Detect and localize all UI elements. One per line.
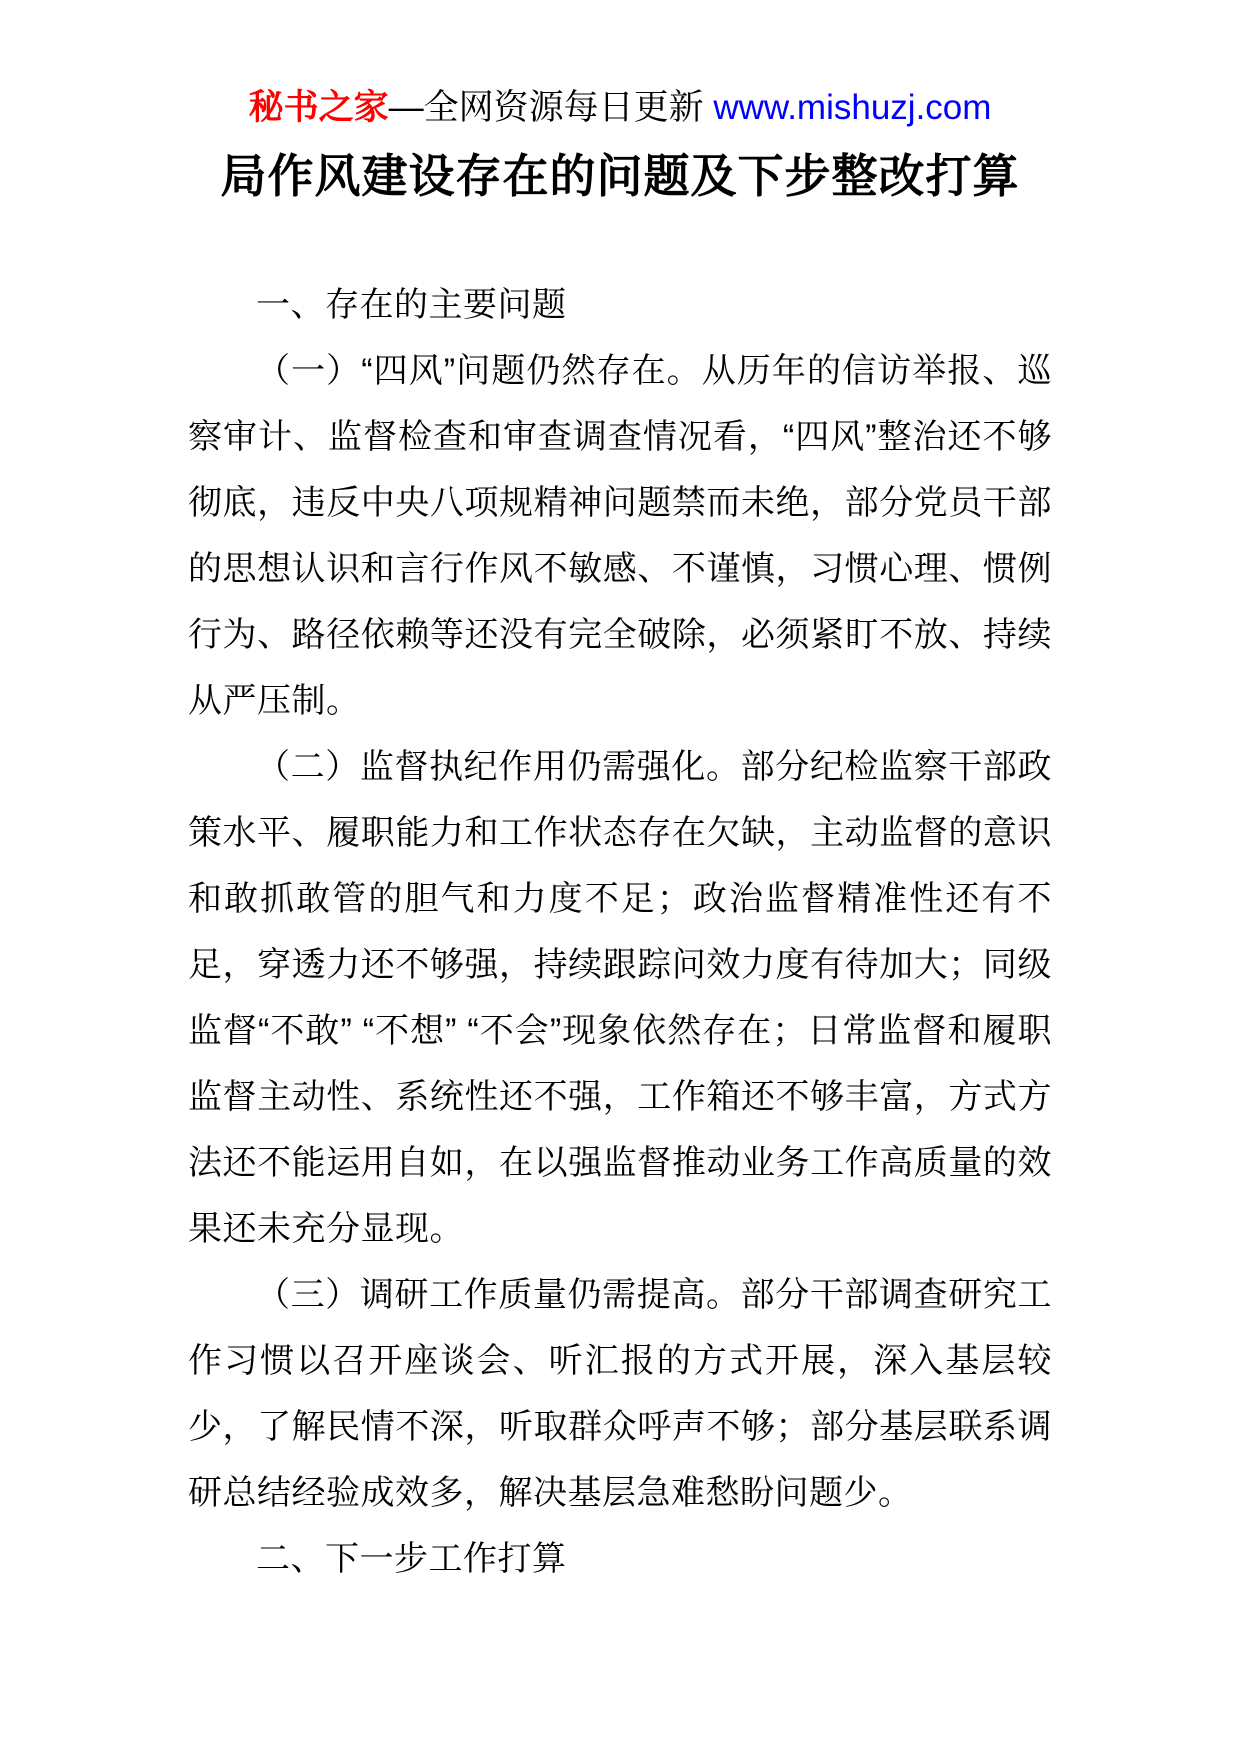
- section-heading-main-problems: 一、存在的主要问题: [256, 286, 567, 324]
- document-title: 局作风建设存在的问题及下步整改打算: [220, 150, 1020, 202]
- site-brand-text: 秘书之家: [248, 88, 389, 127]
- paragraph-research-quality: （三）调研工作质量仍需提高。部分干部调查研究工作习惯以召开座谈会、听汇报的方式开展，深入基层较少，了解民情不深，听取群众呼声不够；部分基层联系调研总结经验成效多，解决基层急难愁盼问题少。: [188, 1276, 1052, 1512]
- section-heading-next-steps: 二、下一步工作打算: [256, 1540, 567, 1578]
- site-url-link[interactable]: www.mishuzj.com: [713, 88, 992, 127]
- paragraph-supervision-discipline: （二）监督执纪作用仍需强化。部分纪检监察干部政策水平、履职能力和工作状态存在欠缺，主动监督的意识和敢抓敢管的胆气和力度不足；政治监督精准性还有不足，穿透力还不够强，持续跟踪问效力度有待加大；同级监督“不敢” “不想” “不会”现象依然存在；日常监督和履职监督主动性、系统性还不强，工作箱还不够丰富，方式方法还不能运用自如，在以强监督推动业务工作高质量的效果还未充分显现。: [188, 748, 1052, 1248]
- document-body: [188, 272, 1052, 1592]
- paragraph-four-winds: （一）“四风”问题仍然存在。从历年的信访举报、巡察审计、监督检查和审查调查情况看，“四风”整治还不够彻底，违反中央八项规精神问题禁而未绝，部分党员干部的思想认识和言行作风不敏感、不谨慎，习惯心理、惯例行为、路径依赖等还没有完全破除，必须紧盯不放、持续从严压制。: [188, 352, 1052, 720]
- site-tagline-text: —全网资源每日更新: [388, 88, 714, 127]
- site-header: [0, 0, 1240, 130]
